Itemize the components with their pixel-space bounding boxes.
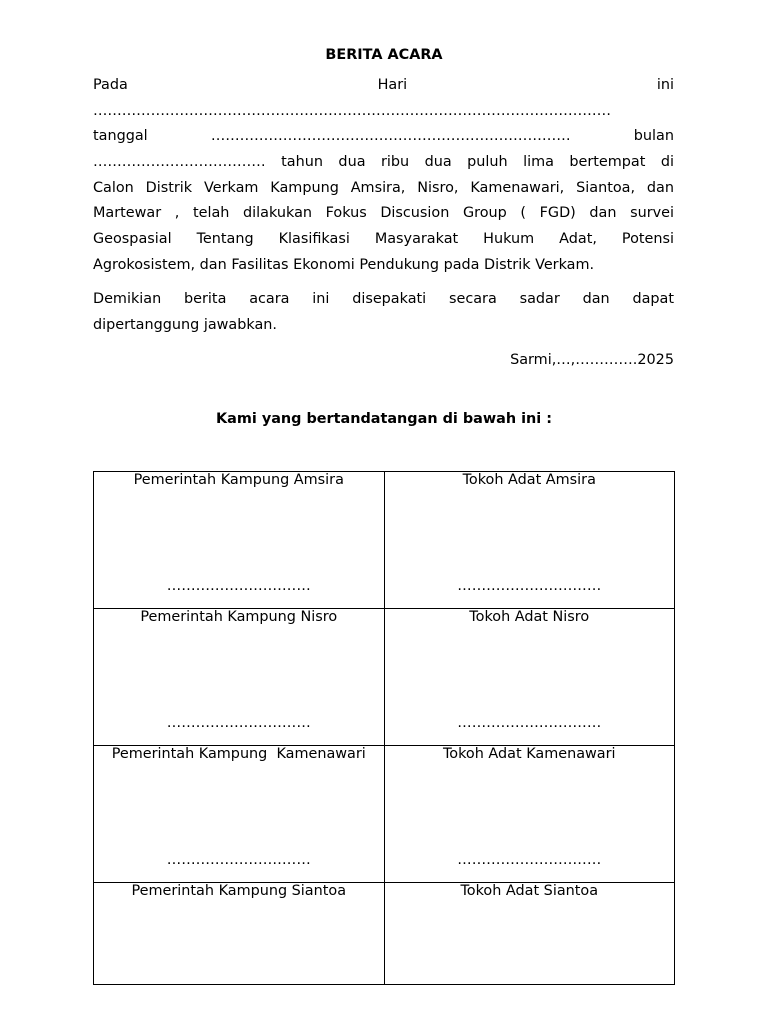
- word-hari: Hari: [377, 77, 408, 93]
- word-bulan: bulan: [633, 128, 674, 145]
- signature-blank: …………………………: [166, 852, 311, 868]
- table-row: [94, 609, 675, 746]
- signature-cell: [384, 472, 675, 609]
- place-date: Sarmi,…,………….2025: [510, 352, 674, 368]
- paragraph-line: [93, 150, 674, 176]
- paragraph-line: [93, 287, 674, 313]
- signature-blank: …………………………: [457, 852, 602, 868]
- day-blank-line: ………………………………………………………………………………………………: [93, 102, 612, 119]
- paragraph-line: [93, 201, 674, 227]
- signer-title: Pemerintah Kampung Kamenawari: [111, 746, 366, 762]
- word-ini: ini: [656, 77, 674, 93]
- closing-text: Demikian berita acara ini disepakati secara sadar dan dapat: [93, 291, 674, 307]
- signer-title: Tokoh Adat Amsira: [462, 472, 596, 488]
- signature-blank: …………………………: [166, 578, 311, 594]
- word-pada: Pada: [93, 77, 128, 93]
- signer-title: Tokoh Adat Siantoa: [460, 883, 599, 899]
- signer-title: Tokoh Adat Kamenawari: [442, 746, 616, 762]
- paragraph-line: [93, 73, 674, 99]
- survey-text: Geospasial Tentang Klasifikasi Masyarakat Hukum Adat, Potensi: [93, 231, 674, 248]
- document-title: BERITA ACARA: [325, 47, 443, 63]
- signature-cell: [94, 746, 385, 883]
- signature-table: [93, 471, 675, 985]
- signer-title: Pemerintah Kampung Siantoa: [131, 883, 347, 899]
- paragraph-line-last: Agrokosistem, dan Fasilitas Ekonomi Pendukung pada Distrik Verkam.: [93, 256, 595, 273]
- signature-blank: …………………………: [166, 715, 311, 731]
- location-text: Calon Distrik Verkam Kampung Amsira, Nisro, Kamenawari, Siantoa, dan: [93, 179, 674, 196]
- activity-text: Martewar , telah dilakukan Fokus Discusion Group ( FGD) dan survei: [93, 205, 674, 222]
- opening-paragraph: [93, 73, 674, 279]
- signer-title: Pemerintah Kampung Amsira: [133, 472, 344, 488]
- paragraph-line: [93, 176, 674, 202]
- word-tanggal: tanggal: [93, 128, 148, 145]
- signature-cell: [384, 609, 675, 746]
- signature-cell: [94, 609, 385, 746]
- paragraph-line: [93, 124, 674, 150]
- table-row: [94, 746, 675, 883]
- paragraph-line-last: dipertanggung jawabkan.: [93, 316, 277, 333]
- paragraph-line: [93, 227, 674, 253]
- month-year-text: ……………………………… tahun dua ribu dua puluh lima bertempat di: [93, 154, 674, 171]
- signature-blank: …………………………: [457, 578, 602, 594]
- signature-cell: [94, 883, 385, 985]
- date-blank: …………………………………………………………………: [210, 128, 571, 145]
- table-row: [94, 883, 675, 985]
- signature-cell: [384, 746, 675, 883]
- signature-cell: [94, 472, 385, 609]
- signers-heading: Kami yang bertandatangan di bawah ini :: [216, 411, 552, 427]
- table-row: [94, 472, 675, 609]
- signature-blank: …………………………: [457, 715, 602, 731]
- signature-cell: [384, 883, 675, 985]
- signer-title: Tokoh Adat Nisro: [469, 609, 590, 625]
- signer-title: Pemerintah Kampung Nisro: [140, 609, 338, 625]
- closing-paragraph: [93, 287, 674, 338]
